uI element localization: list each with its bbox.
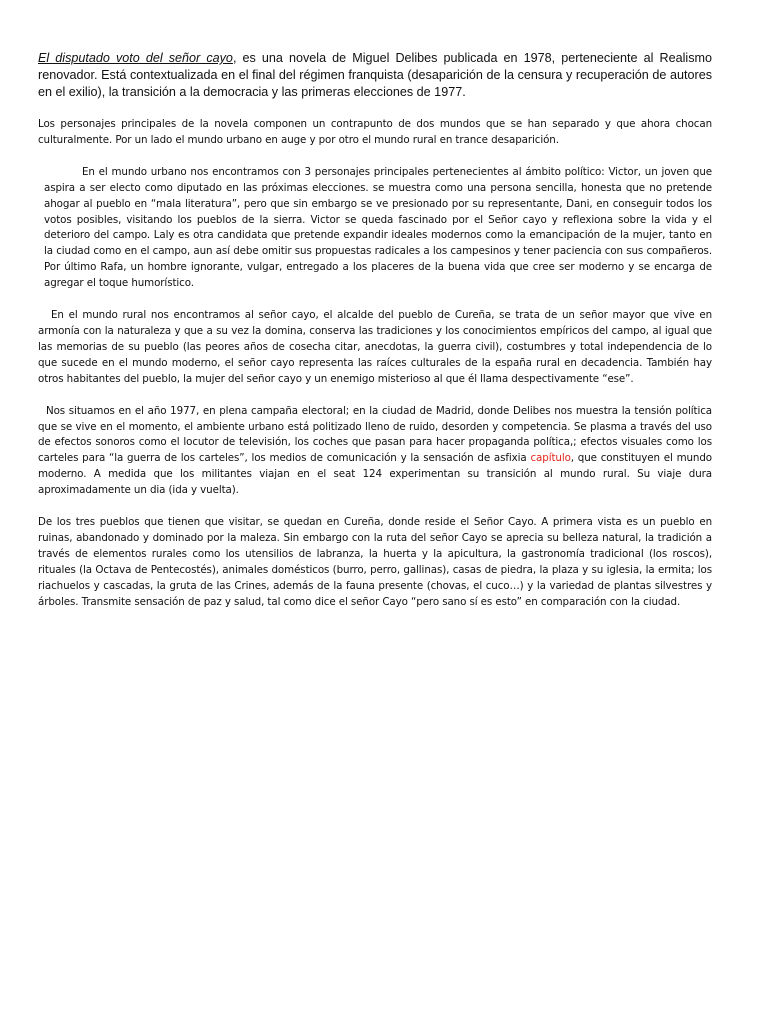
villages-paragraph: De los tres pueblos que tienen que visitar, se quedan en Cureña, donde reside el Señor Cayo. A primera vista es un pueblo en ruinas, abandonado y dominado por la maleza. Sin embargo con la ruta del señor Cayo se aprecia su belleza natural, la tradición a través de elementos rurales como los utensilios de labranza, la huerta y la apicultura, la gastronomía tradicional (los roscos), rituales (la Octava de Pentecostés), animales domésticos (burro, perro, gallinas), casas de piedra, la plaza y su iglesia, la ermita; los riachuelos y cascadas, la gruta de las Crines, además de la fauna presente (chovas, el cuco…) y la variedad de plantas silvestres y árboles. Transmite sensación de paz y salud, tal como dice el señor Cayo “pero sano sí es esto” en comparación con la ciudad. [38,516,712,608]
paragraph-gap [38,149,712,165]
setting-paragraph [38,404,712,499]
paragraph-gap [38,101,712,117]
paragraph-gap [38,292,712,308]
characters-paragraph: Los personajes principales de la novela componen un contrapunto de dos mundos que se han separado y que ahora chocan culturalmente. Por un lado el mundo urbano en auge y por otro el mundo rural en trance desaparición. [38,118,712,146]
rural-world-paragraph: En el mundo rural nos encontramos al señor cayo, el alcalde del pueblo de Cureña, se trata de un señor mayor que vive en armonía con la naturaleza y que a su vez la domina, conserva las tradiciones y los conocimientos empíricos del campo, al igual que las memorias de su pueblo (las peores años de cosecha citar, anecdotas, la guerra civil), costumbres y total independencia de lo que sucede en el mundo moderno, el señor cayo representa las raíces culturales de la españa rural en decadencia. También hay otros habitantes del pueblo, la mujer del señor cayo y un enemigo misterioso al que él llama despectivamente “ese”. [38,309,712,385]
paragraph-gap [38,388,712,404]
highlighted-word: capítulo [530,452,571,465]
document-page [38,50,712,610]
intro-text: , es una novela de Miguel Delibes publicada en 1978, perteneciente al Realismo renovador. Está contextualizada en el final del régimen franquista (desaparición de la censura y recuperación de autores en el exilio), la transición a la democracia y las primeras elecciones de 1977. [38,51,712,99]
intro-paragraph [38,50,712,101]
urban-world-paragraph: En el mundo urbano nos encontramos con 3 personajes principales pertenecientes al ámbito político: Victor, un joven que aspira a ser electo como diputado en las próximas elecciones. se muestra como una persona sencilla, honesta que no pretende ahogar al pueblo en “mala literatura”, pero que sin embargo se ve presionado por su representante, Dani, en conseguir todos los votos posibles, visitando los pueblos de la sierra. Victor se queda fascinado por el Señor cayo y reflexiona sobre la vida y el deterioro del campo. Laly es otra candidata que pretende expandir ideales modernos como la emancipación de la mujer, tanto en la ciudad como en el campo, aun así debe omitir sus propuestas radicales a los campesinos y tener paciencia con sus compañeros. Por último Rafa, un hombre ignorante, vulgar, entregado a los placeres de la buena vida que cree ser moderno y se encarga de agregar el toque humorístico. [44,165,712,290]
novel-title: El disputado voto del señor cayo [38,51,233,65]
setting-text-after: , que constituyen el mundo moderno. A medida que los militantes viajan en el seat 124 experimentan su transición al mundo rural. Su viaje dura aproximadamente un dia (ida y vuelta). [38,452,712,497]
paragraph-gap [38,499,712,515]
setting-text-before: Nos situamos en el año 1977, en plena campaña electoral; en la ciudad de Madrid, donde Delibes nos muestra la tensión política que se vive en el momento, el ambiente urbano está politizado lleno de ruido, desorden y competencia. Se plasma a través del uso de efectos sonoros como el locutor de televisión, los coches que pasan para hacer propaganda política,; efectos visuales como los carteles para “la guerra de los carteles”, los medios de comunicación y la sensación de asfixia [38,404,712,465]
